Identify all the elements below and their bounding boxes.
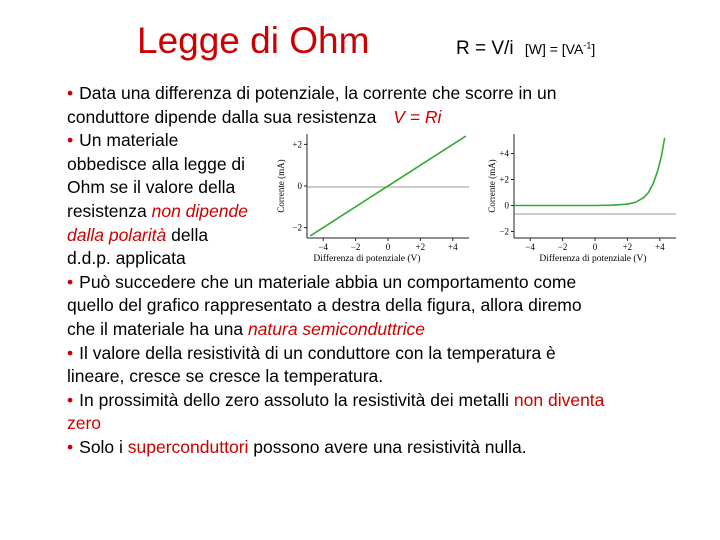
bullet-2-line-4 [67,200,248,224]
bullet-marker: • [67,130,74,151]
bullet-5-text-1-red: non diventa [513,389,605,410]
bullet-4-text-1: Il valore della resistività di un conduttore con la temperatura è [79,342,556,363]
bullet-3-line-1 [67,271,576,295]
formula-unit [525,41,595,57]
bullet-2-line-5 [67,224,208,248]
bullet-2-line-6: d.d.p. applicata [67,248,186,269]
graph-2-ylabel: Corrente (mA) [487,159,497,213]
graph-1-xlabel: Differenza di potenziale (V) [313,254,421,264]
graph-2-series-line [514,138,665,206]
graph-1-xtick-label: +4 [448,242,458,252]
bullet-4-line-2: lineare, cresce se cresce la temperatura. [67,366,384,387]
graph-1-ytick-label: +2 [292,139,302,150]
bullet-2-text-1: Un materiale [79,130,179,151]
bullet-marker: • [67,437,74,457]
bullet-6-text-red: superconduttori [127,437,249,457]
bullet-1-text-1: Data una differenza di potenziale, la corrente che scorre in un [79,83,557,103]
bullet-marker: • [67,389,74,410]
bullet-2-text-5-red: dalla polarità [67,224,167,245]
semiconductor-graph [480,130,680,273]
bullet-6-text-a: Solo i [79,437,128,457]
graph-2-ytick-label: +2 [499,174,509,185]
bullet-5-line-2 [67,412,101,436]
bullet-1-line-2 [67,106,441,130]
graph-1-xtick-label: −4 [318,242,328,252]
bullet-3-text-1: Può succedere che un materiale abbia un comportamento come [79,271,577,292]
graph-2-xtick-label: 0 [592,242,598,252]
graph-2-xlabel: Differenza di potenziale (V) [539,254,647,264]
ohm-equation: V = Ri [393,106,442,127]
bullet-2-line-2: obbedisce alla legge di [67,153,246,174]
bullet-2-line-3: Ohm se il valore della [67,177,236,198]
bullet-1-line-1 [67,82,556,106]
bullet-3-line-3 [67,318,425,342]
bullet-5-line-1 [67,389,604,413]
bullet-marker: • [67,271,74,292]
unit-prefix: [W] = [VA [524,41,584,57]
bullet-3-line-2: quello del grafico rappresentato a destra della figura, allora diremo [67,295,582,316]
graph-2-xtick-label: +2 [622,242,633,252]
bullet-6-line-1 [67,436,527,460]
graph-2-xtick-label: +4 [655,242,665,252]
bullet-2-text-4-red: non dipende [151,201,248,221]
graph-2-xtick-label: −4 [525,242,535,252]
bullet-4-line-1 [67,342,556,366]
unit-suffix: ] [591,41,596,57]
graph-1-xtick-label: 0 [385,242,391,252]
graph-1-ytick-label: −2 [292,222,302,233]
slide-title: Legge di Ohm [137,20,370,61]
bullet-marker: • [67,342,74,363]
bullet-marker: • [67,83,74,103]
graph-2-xtick-label: −2 [557,242,568,252]
bullet-5-text-2-red: zero [67,413,102,434]
semiconductor-graph-svg [480,130,680,268]
bullet-2-line-1 [67,129,178,153]
bullet-3-text-3a: che il materiale ha una [67,319,248,339]
ohmic-graph [273,130,473,273]
unit-exponent: -1 [583,40,592,51]
bullet-5-text-1a: In prossimità dello zero assoluto la resistività dei metalli [79,389,514,410]
formula-main: R = V/i [456,38,514,59]
graph-1-series-line [310,136,466,236]
bullet-2-text-4a: resistenza [67,201,152,221]
graph-2-ytick-label: +4 [499,148,509,159]
ohmic-graph-svg [273,130,473,268]
bullet-1-text-2: conduttore dipende dalla sua resistenza [67,106,377,127]
ohm-formula [456,38,595,60]
graph-1-ylabel: Corrente (mA) [276,159,286,213]
graph-2-ytick-label: 0 [504,200,509,211]
bullet-6-text-b: possono avere una resistività nulla. [248,437,527,457]
graph-1-xtick-label: −2 [350,242,361,252]
graph-1-xtick-label: +2 [415,242,426,252]
bullet-3-text-3-red: natura semiconduttrice [247,319,425,339]
bullet-2-text-5b: della [166,224,209,245]
graph-1-ytick-label: 0 [297,181,302,191]
graph-2-ytick-label: −2 [499,226,509,237]
